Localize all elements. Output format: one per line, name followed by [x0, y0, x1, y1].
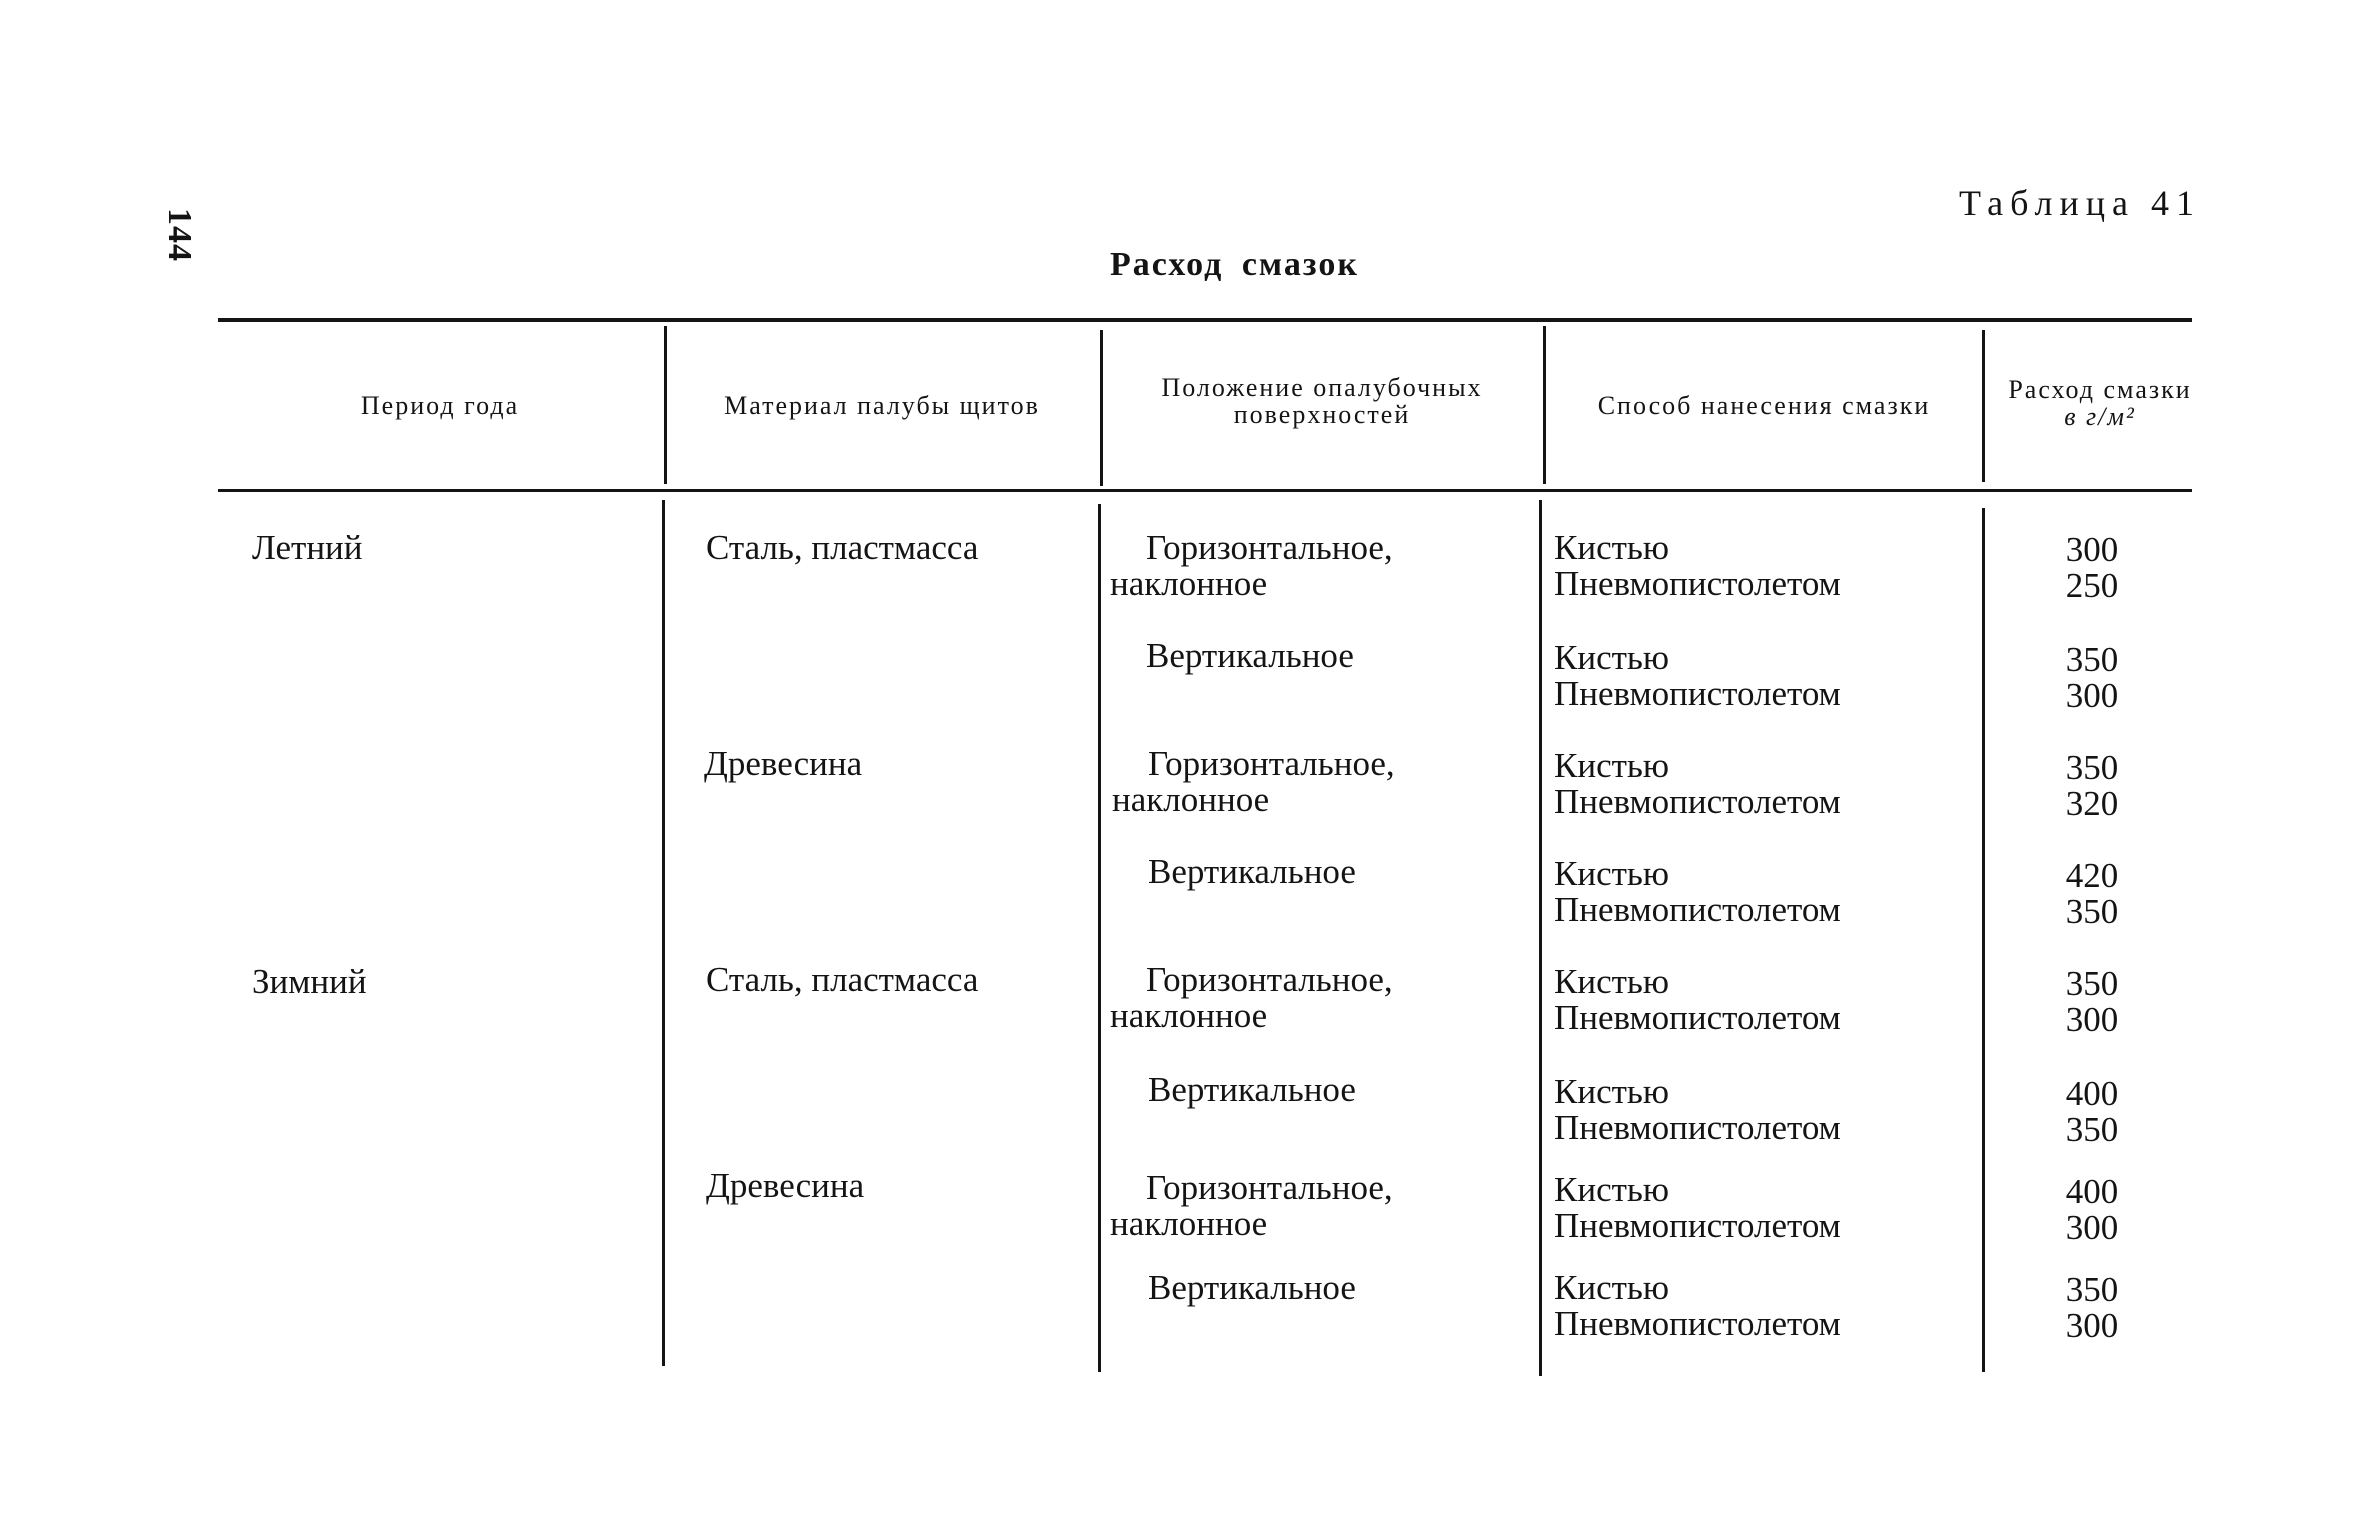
row-rate: 250	[2065, 566, 2119, 605]
body-divider	[1539, 500, 1542, 1376]
row-rate: 300	[2065, 1306, 2119, 1345]
header-bottom-rule	[218, 489, 2192, 492]
row-position: Вертикальное	[1148, 852, 1356, 891]
row-rate: 400	[2065, 1074, 2119, 1113]
page-number: 144	[161, 208, 198, 262]
header-material: Материал палубы щитов	[724, 391, 1040, 420]
row-method: Пневмопистолетом	[1554, 1108, 1841, 1147]
row-rate: 350	[2065, 892, 2119, 931]
row-position: Горизонтальное,	[1146, 528, 1393, 567]
table-title: Расход смазок	[1110, 246, 1359, 283]
row-method: Кистью	[1554, 1072, 1670, 1111]
row-position: Горизонтальное,	[1146, 960, 1393, 999]
row-rate: 300	[2065, 1208, 2119, 1247]
row-method: Пневмопистолетом	[1554, 1304, 1841, 1343]
header-rate-line2: в г/м²	[2064, 402, 2136, 432]
row-rate: 350	[2065, 748, 2119, 787]
row-period: Летний	[252, 528, 363, 567]
body-divider	[1098, 504, 1101, 1372]
row-position: Вертикальное	[1146, 636, 1354, 675]
row-rate: 300	[2065, 1000, 2119, 1039]
row-rate: 350	[2065, 1270, 2119, 1309]
header-position-line2: поверхностей	[1233, 400, 1411, 430]
row-material: Древесина	[704, 744, 863, 783]
body-divider	[1982, 508, 1985, 1372]
body-divider	[662, 500, 665, 1366]
header-position	[1108, 374, 1536, 429]
row-method: Кистью	[1554, 1268, 1670, 1307]
row-position: Горизонтальное,	[1148, 744, 1395, 783]
row-method: Кистью	[1554, 638, 1670, 677]
row-rate: 300	[2065, 676, 2119, 715]
header-divider	[1100, 330, 1103, 486]
row-method: Кистью	[1554, 528, 1670, 567]
row-material: Сталь, пластмасса	[706, 960, 979, 999]
table-top-rule	[218, 318, 2192, 322]
row-rate: 400	[2065, 1172, 2119, 1211]
row-method: Кистью	[1554, 854, 1670, 893]
table-label: Таблица 41	[1959, 183, 2201, 223]
header-divider	[1543, 326, 1546, 484]
row-position: Вертикальное	[1148, 1070, 1356, 1109]
row-position-cont: наклонное	[1110, 996, 1268, 1035]
header-divider	[664, 326, 667, 484]
header-rate-line1: Расход смазки	[2008, 375, 2192, 404]
row-method: Пневмопистолетом	[1554, 564, 1841, 603]
header-period: Период года	[360, 391, 520, 420]
row-method: Пневмопистолетом	[1554, 674, 1841, 713]
header-rate	[1990, 376, 2210, 431]
row-method: Пневмопистолетом	[1554, 782, 1841, 821]
row-rate: 350	[2065, 640, 2119, 679]
row-position: Горизонтальное,	[1146, 1168, 1393, 1207]
row-method: Кистью	[1554, 746, 1670, 785]
row-period: Зимний	[252, 962, 367, 1001]
header-divider	[1982, 330, 1985, 482]
row-position-cont: наклонное	[1110, 564, 1268, 603]
row-position-cont: наклонное	[1110, 1204, 1268, 1243]
row-method: Кистью	[1554, 1170, 1670, 1209]
row-rate: 420	[2065, 856, 2119, 895]
row-rate: 350	[2065, 964, 2119, 1003]
row-rate: 300	[2065, 530, 2119, 569]
row-position: Вертикальное	[1148, 1268, 1356, 1307]
row-method: Кистью	[1554, 962, 1670, 1001]
row-method: Пневмопистолетом	[1554, 1206, 1841, 1245]
row-rate: 350	[2065, 1110, 2119, 1149]
row-material: Сталь, пластмасса	[706, 528, 979, 567]
row-position-cont: наклонное	[1112, 780, 1270, 819]
header-position-line1: Положение опалубочных	[1161, 373, 1483, 402]
row-method: Пневмопистолетом	[1554, 890, 1841, 929]
row-material: Древесина	[706, 1166, 865, 1205]
row-rate: 320	[2065, 784, 2119, 823]
header-method: Способ нанесения смазки	[1597, 391, 1931, 420]
row-method: Пневмопистолетом	[1554, 998, 1841, 1037]
